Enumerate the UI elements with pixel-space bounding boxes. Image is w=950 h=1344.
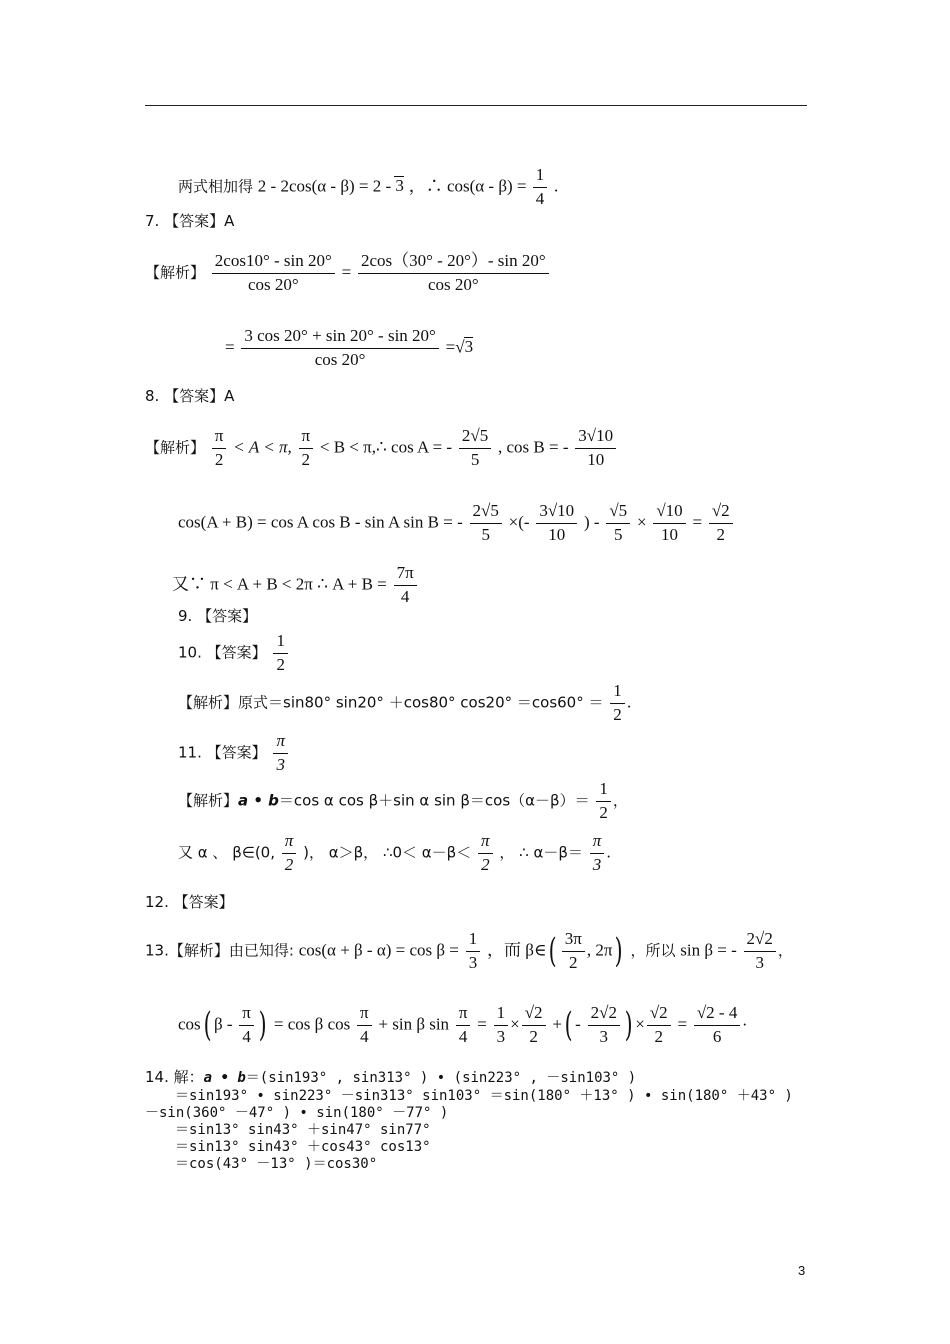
q10-answer: 10. 【答案】 $\frac{1}{2}$ bbox=[178, 630, 290, 677]
header-rule bbox=[145, 105, 807, 106]
q9-answer: 9. 【答案】 bbox=[178, 607, 258, 625]
period: . bbox=[554, 176, 559, 196]
q11-analysis: 【解析】a • b＝cos α cos β＋sin α sin β＝cos（α－β）＝ $\frac{1}{2}$ ， bbox=[178, 779, 628, 822]
q7-answer: 7. 【答案】A bbox=[145, 212, 235, 230]
fraction: $\frac{\pi}{2}$ bbox=[299, 425, 314, 472]
fraction: $\frac{\pi}{2}$ bbox=[212, 425, 227, 472]
q10-analysis: 【解析】原式＝sin80° sin20° ＋cos80° cos20° ＝cos60° ＝ $\frac{1}{2}$ . bbox=[178, 681, 632, 724]
expr: ，∴ cos(α - β) = bbox=[408, 176, 531, 196]
analysis-label: 【解析】 bbox=[145, 263, 206, 282]
text: 两式相加得 bbox=[178, 177, 254, 196]
q14-line: ＝sin193° • sin223° －sin313° sin103° ＝sin(180° ＋13° ) • sin(180° ＋43° ) bbox=[175, 1088, 793, 1104]
q8-answer: 8. 【答案】A bbox=[145, 387, 235, 405]
q11-answer: 11. 【答案】 $\frac{\pi}{3}$ bbox=[178, 730, 290, 777]
q12-answer: 12. 【答案】 bbox=[145, 893, 234, 911]
q13-analysis: 13.【解析】由已知得: cos(α + β - α) = cos β = $\frac{1}{3}$ ，而 β∈( $\frac{3\pi}{2}$ , 2π) ，所以 sin β = - $\frac{2√2}{3}$ ， bbox=[145, 929, 793, 972]
line-sum bbox=[178, 164, 558, 211]
fraction: $\frac{3√10}{10}$ bbox=[575, 425, 616, 472]
q8-analysis-2: cos(A + B) = cos A cos B - sin A sin B = - $\frac{2√5}{5}$ ×(- $\frac{3√10}{10}$ ) - $\frac{√5}{5}$ × $\frac{√10}{10}$ = $\frac{√2}{2}$ bbox=[178, 500, 735, 547]
sqrt: 3 bbox=[395, 176, 404, 196]
fraction: $\frac{2\cos 10^\circ - \sin 20^\circ}{\cos 20^\circ}$ bbox=[212, 250, 335, 297]
q14-line: ＝cos(43° －13° )＝cos30° bbox=[175, 1156, 378, 1172]
q13-analysis-2: cos( β - $\frac{\pi}{4}$ ) = cos β cos $\frac{\pi}{4}$ + sin β sin $\frac{\pi}{4}$ = $\frac{1}{3}$ × $\frac{√2}{2}$ +( - $\frac{2√2}{3}$ ) × $\frac{√2}{2}$ = $\frac{√2 - 4}{6}$ · bbox=[178, 1003, 748, 1046]
q7-analysis: 【解析】 $\frac{2\cos 10^\circ - \sin 20^\circ}{\cos 20^\circ}$ = $\frac{2\cos(30^\circ - 20^\circ)- \sin 20^\circ}{\cos 20^\circ}$ bbox=[145, 250, 551, 297]
q8-analysis-3: 又∵ π < A + B < 2π ∴ A + B = $\frac{7\pi}{4}$ bbox=[172, 562, 419, 609]
q7-analysis-2: = $\frac{3 \cos 20^\circ + \sin 20^\circ - \sin 20^\circ}{\cos 20^\circ}$ =√3 bbox=[225, 325, 473, 372]
fraction: $\frac{2\cos(30^\circ - 20^\circ)- \sin 20^\circ}{\cos 20^\circ}$ bbox=[358, 250, 549, 297]
expr: 2 - 2cos(α - β) = 2 - bbox=[257, 176, 396, 196]
q14-line: ＝sin13° sin43° ＋sin47° sin77° bbox=[175, 1122, 431, 1138]
q14-line: ＝sin13° sin43° ＋cos43° cos13° bbox=[175, 1139, 431, 1155]
q14-line: －sin(360° －47° ) • sin(180° －77° ) bbox=[145, 1105, 449, 1121]
fraction: $\frac{1}{4}$ bbox=[533, 164, 548, 211]
fraction: $\frac{3 \cos 20^\circ + \sin 20^\circ - \sin 20^\circ}{\cos 20^\circ}$ bbox=[241, 325, 438, 372]
q11-analysis-2: 又 α 、 β∈(0, $\frac{\pi}{2}$ )， α＞β， ∴0＜ α－β＜ $\frac{\pi}{2}$ ， ∴ α－β＝ $\frac{\pi}{3}$ . bbox=[178, 831, 611, 874]
q8-analysis: 【解析】 $\frac{\pi}{2}$ < A < π, $\frac{\pi}{2}$ < B < π,∴ cos A = - $\frac{2√5}{5}$ , cos B = - $\frac{3√10}{10}$ bbox=[145, 425, 618, 472]
fraction: $\frac{2√5}{5}$ bbox=[459, 425, 491, 472]
page-number: 3 bbox=[798, 1263, 806, 1278]
q14-title: 14. 解：a • b＝(sin193° , sin313° ) • (sin223° , －sin103° ) bbox=[145, 1068, 637, 1086]
